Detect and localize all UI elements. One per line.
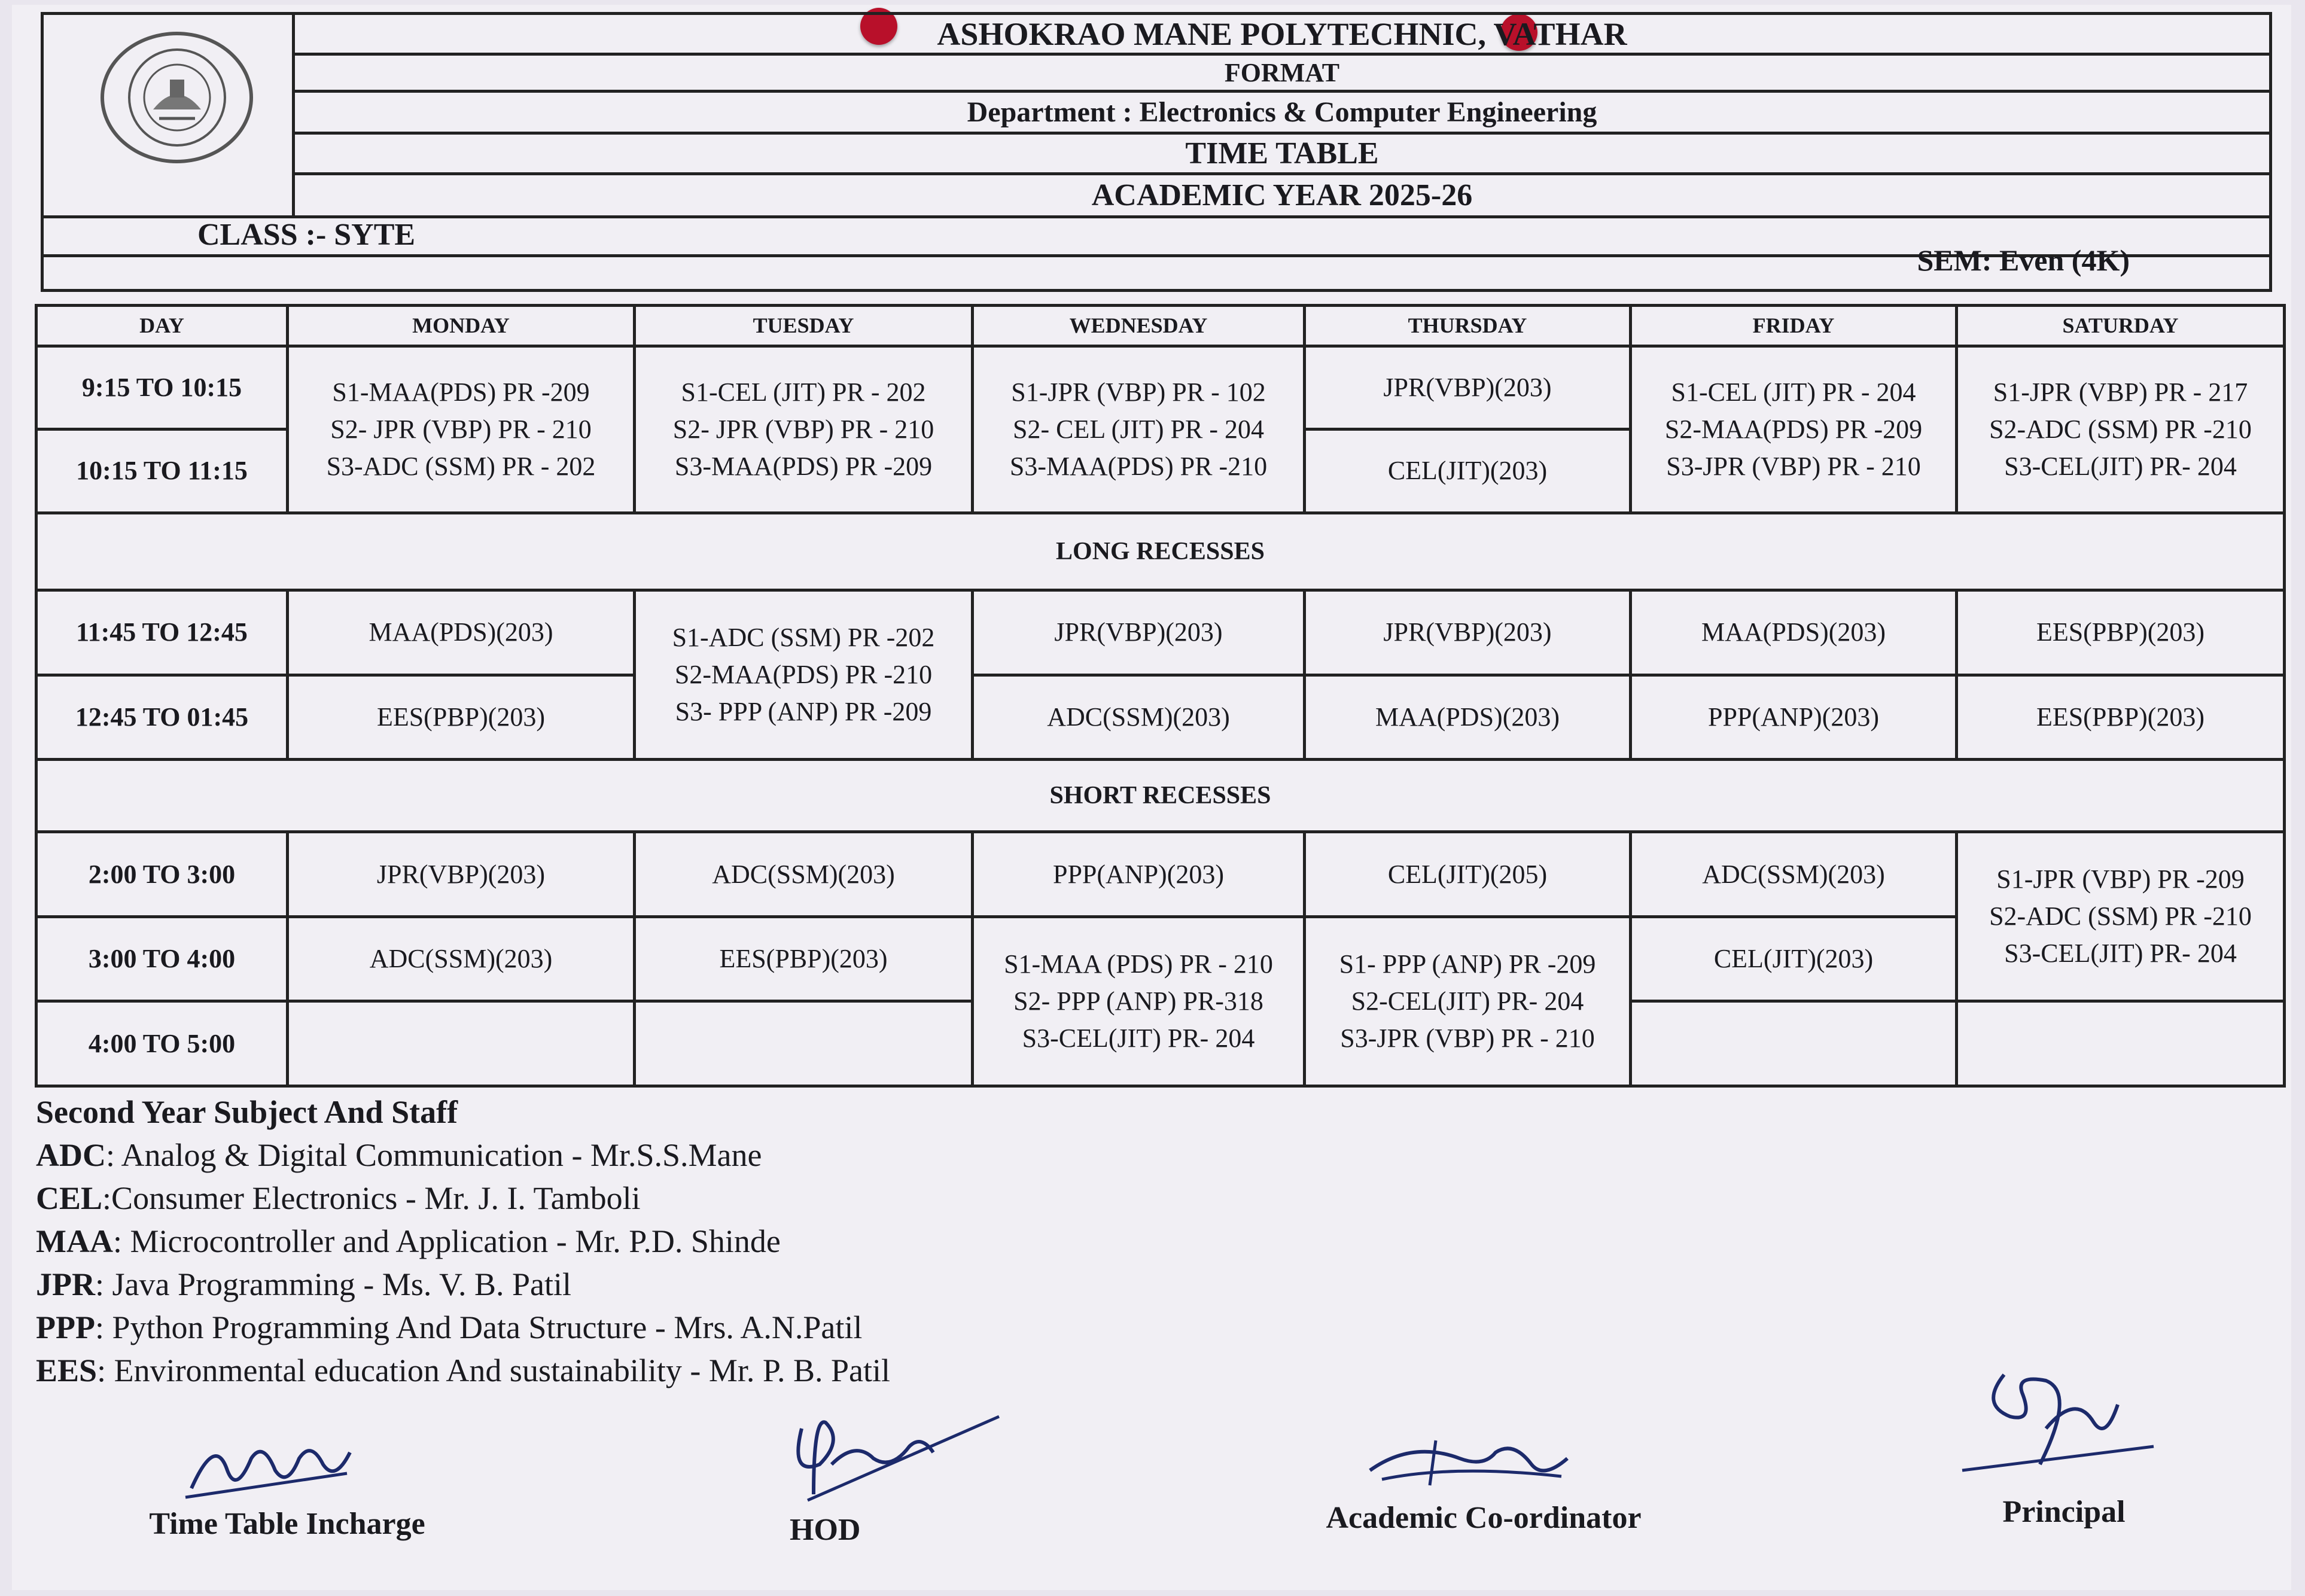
time-slot: 9:15 TO 10:15 <box>36 346 288 429</box>
signature-label: Time Table Incharge <box>149 1507 425 1541</box>
handwritten-signature-icon <box>778 1405 1005 1512</box>
legend-heading: Second Year Subject And Staff <box>36 1094 458 1130</box>
signature-label: HOD <box>790 1513 861 1547</box>
practical-batch-cell: S1-JPR (VBP) PR - 102 S2- CEL (JIT) PR - 204 S3-MAA(PDS) PR -210 <box>973 346 1305 513</box>
day-header-tuesday: TUESDAY <box>635 306 973 346</box>
lecture-cell: EES(PBP)(203) <box>1957 590 2285 675</box>
lecture-cell: PPP(ANP)(203) <box>1631 675 1957 760</box>
subject-code: ADC <box>36 1137 106 1173</box>
table-row <box>36 590 2285 675</box>
legend-item <box>36 1220 890 1263</box>
legend-item <box>36 1349 890 1392</box>
table-row <box>36 675 2285 760</box>
handwritten-signature-icon <box>1956 1357 2160 1494</box>
signature-block-incharge <box>120 1417 455 1542</box>
subject-code: JPR <box>36 1266 95 1302</box>
timetable-grid <box>35 304 2286 1088</box>
practical-batch-cell: S1-CEL (JIT) PR - 204 S2-MAA(PDS) PR -209 S3-JPR (VBP) PR - 210 <box>1631 346 1957 513</box>
lecture-cell: MAA(PDS)(203) <box>1631 590 1957 675</box>
lecture-cell: EES(PBP)(203) <box>635 916 973 1001</box>
institute-name: ASHOKRAO MANE POLYTECHNIC, VATHAR <box>295 15 2269 56</box>
legend-item <box>36 1263 890 1306</box>
subject-detail: :Consumer Electronics - Mr. J. I. Tamboli <box>102 1180 641 1216</box>
lecture-cell: EES(PBP)(203) <box>1957 675 2285 760</box>
subject-code: CEL <box>36 1180 103 1216</box>
academic-year: ACADEMIC YEAR 2025-26 <box>1091 178 1473 212</box>
subject-detail: : Analog & Digital Communication - Mr.S.S.Mane <box>106 1137 762 1173</box>
lecture-cell: CEL(JIT)(203) <box>1305 430 1631 513</box>
lecture-cell: PPP(ANP)(203) <box>973 832 1305 917</box>
subject-staff-legend <box>36 1091 890 1392</box>
subject-code: MAA <box>36 1223 113 1259</box>
department-label: Department : Electronics & Computer Engineering <box>295 93 2269 135</box>
handwritten-signature-icon <box>1364 1429 1579 1500</box>
college-seal-icon <box>101 32 253 163</box>
time-slot: 3:00 TO 4:00 <box>36 916 288 1001</box>
day-header-friday: FRIDAY <box>1631 306 1957 346</box>
subject-code: EES <box>36 1353 98 1388</box>
practical-batch-cell: S1-CEL (JIT) PR - 202 S2- JPR (VBP) PR - 210 S3-MAA(PDS) PR -209 <box>635 346 973 513</box>
day-header-thursday: THURSDAY <box>1305 306 1631 346</box>
practical-batch-cell: S1-JPR (VBP) PR - 217 S2-ADC (SSM) PR -210 S3-CEL(JIT) PR- 204 <box>1957 346 2285 513</box>
lecture-cell: MAA(PDS)(203) <box>1305 675 1631 760</box>
class-label: CLASS :- SYTE <box>197 218 416 252</box>
lecture-cell: ADC(SSM)(203) <box>635 832 973 917</box>
subject-detail: : Environmental education And sustainability - Mr. P. B. Patil <box>97 1353 890 1388</box>
day-header-saturday: SATURDAY <box>1957 306 2285 346</box>
legend-item <box>36 1177 890 1220</box>
day-header: DAY <box>36 306 288 346</box>
practical-batch-cell: S1- PPP (ANP) PR -209 S2-CEL(JIT) PR- 204 S3-JPR (VBP) PR - 210 <box>1305 916 1631 1086</box>
subject-detail: : Microcontroller and Application - Mr. P.D. Shinde <box>112 1223 781 1259</box>
timetable-sheet <box>12 5 2291 1590</box>
lecture-cell: ADC(SSM)(203) <box>973 675 1305 760</box>
lecture-cell: JPR(VBP)(203) <box>973 590 1305 675</box>
time-slot: 12:45 TO 01:45 <box>36 675 288 760</box>
day-header-row <box>36 306 2285 346</box>
empty-cell <box>1631 1001 1957 1086</box>
handwritten-signature-icon <box>179 1417 359 1506</box>
lecture-cell: JPR(VBP)(203) <box>1305 346 1631 429</box>
practical-batch-cell: S1-JPR (VBP) PR -209 S2-ADC (SSM) PR -210 S3-CEL(JIT) PR- 204 <box>1957 832 2285 1001</box>
practical-batch-cell: S1-MAA (PDS) PR - 210 S2- PPP (ANP) PR-318 S3-CEL(JIT) PR- 204 <box>973 916 1305 1086</box>
subject-code: PPP <box>36 1309 95 1345</box>
short-recess-row <box>36 760 2285 832</box>
day-header-monday: MONDAY <box>288 306 635 346</box>
subject-detail: : Java Programming - Ms. V. B. Patil <box>95 1266 572 1302</box>
time-slot: 4:00 TO 5:00 <box>36 1001 288 1086</box>
legend-item <box>36 1134 890 1177</box>
signature-label: Academic Co-ordinator <box>1326 1501 1642 1535</box>
time-slot: 10:15 TO 11:15 <box>36 430 288 513</box>
lecture-cell: ADC(SSM)(203) <box>288 916 635 1001</box>
signature-label: Principal <box>2002 1495 2126 1529</box>
academic-year-row <box>44 175 2269 218</box>
format-label: FORMAT <box>295 56 2269 93</box>
practical-batch-cell: S1-MAA(PDS) PR -209 S2- JPR (VBP) PR - 210 S3-ADC (SSM) PR - 202 <box>288 346 635 513</box>
short-recess-label: SHORT RECESSES <box>36 760 2285 832</box>
lecture-cell: MAA(PDS)(203) <box>288 590 635 675</box>
semester-label: SEM: Even (4K) <box>1917 243 2130 277</box>
lecture-cell: EES(PBP)(203) <box>288 675 635 760</box>
day-header-wednesday: WEDNESDAY <box>973 306 1305 346</box>
table-row <box>36 916 2285 1001</box>
empty-cell <box>635 1001 973 1086</box>
lecture-cell: ADC(SSM)(203) <box>1631 832 1957 917</box>
long-recess-label: LONG RECESSES <box>36 513 2285 590</box>
time-slot: 11:45 TO 12:45 <box>36 590 288 675</box>
signature-block-hod <box>742 1405 1041 1548</box>
table-row <box>36 832 2285 917</box>
lecture-cell: JPR(VBP)(203) <box>288 832 635 917</box>
legend-item <box>36 1306 890 1349</box>
empty-cell <box>1957 1001 2285 1086</box>
table-row <box>36 346 2285 429</box>
lecture-cell: CEL(JIT)(205) <box>1305 832 1631 917</box>
lecture-cell: JPR(VBP)(203) <box>1305 590 1631 675</box>
long-recess-row <box>36 513 2285 590</box>
empty-cell <box>288 1001 635 1086</box>
practical-batch-cell: S1-ADC (SSM) PR -202 S2-MAA(PDS) PR -210 S3- PPP (ANP) PR -209 <box>635 590 973 760</box>
signature-block-principal <box>1944 1357 2184 1530</box>
lecture-cell: CEL(JIT)(203) <box>1631 916 1957 1001</box>
time-slot: 2:00 TO 3:00 <box>36 832 288 917</box>
subject-detail: : Python Programming And Data Structure - Mrs. A.N.Patil <box>95 1309 863 1345</box>
document-title: TIME TABLE <box>295 135 2269 175</box>
signature-block-coordinator <box>1298 1429 1669 1536</box>
